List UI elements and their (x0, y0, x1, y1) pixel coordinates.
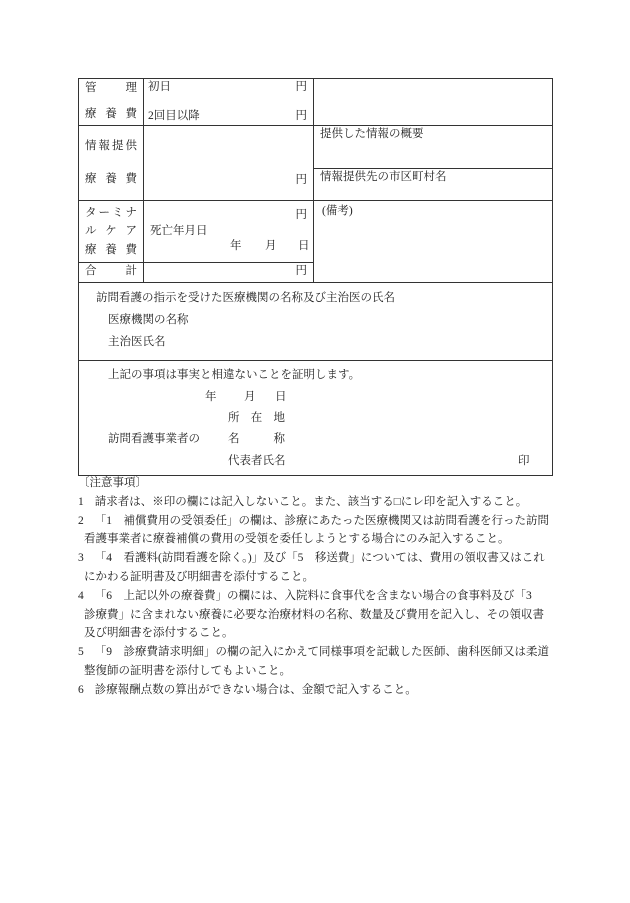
visiting-nursing-provider-label: 訪問看護事業者の (108, 433, 200, 445)
management-fee-label-line-2: 療 養 費 (85, 108, 137, 120)
management-fee-blank-cell (314, 79, 553, 126)
management-fee-label-line-1: 管 理 (85, 82, 137, 94)
physician-section-heading: 訪問看護の指示を受けた医療機関の名称及び主治医の氏名 (96, 292, 395, 304)
provider-name-label: 名 称 (228, 433, 285, 445)
total-amount-cell (144, 263, 314, 283)
notes-section (78, 474, 554, 700)
municipality-label: 情報提供先の市区町村名 (320, 171, 447, 183)
management-fee-amount-cell (144, 79, 314, 126)
note-item (78, 549, 554, 587)
total-label-cell (79, 263, 144, 283)
note-number: 3 (78, 552, 84, 565)
seal-mark: 印 (518, 455, 530, 467)
medical-institution-label: 医療機関の名称 (108, 314, 189, 326)
physician-section (79, 283, 553, 361)
note-number: 6 (78, 683, 84, 696)
info-summary-cell (314, 126, 553, 169)
note-item (78, 587, 554, 643)
note-number: 4 (78, 589, 84, 602)
death-date-day-label: 日 (298, 240, 310, 252)
note-number: 5 (78, 646, 84, 659)
municipality-cell (314, 169, 553, 201)
provider-address-label: 所 在 地 (228, 412, 285, 424)
certification-statement: 上記の事項は事実と相違ないことを証明します。 (108, 369, 361, 381)
note-item (78, 493, 554, 512)
attending-physician-label: 主治医氏名 (108, 336, 166, 348)
certification-month-label: 月 (244, 391, 256, 403)
representative-name-label: 代表者氏名 (228, 455, 286, 467)
terminal-care-fee-yen-unit: 円 (295, 209, 307, 221)
certification-day-label: 日 (275, 391, 287, 403)
note-number: 1 (78, 495, 84, 508)
first-day-yen-unit: 円 (295, 81, 307, 93)
info-provision-fee-label-line-1: 情 報 提 供 (85, 140, 137, 152)
subsequent-days-label: 2回目以降 (148, 110, 200, 122)
death-date-label: 死亡年月日 (150, 225, 208, 237)
death-date-month-label: 月 (265, 240, 277, 252)
total-yen-unit: 円 (295, 265, 307, 277)
note-item (78, 643, 554, 681)
remarks-cell (314, 201, 553, 283)
terminal-care-fee-amount-cell (144, 201, 314, 263)
first-day-label: 初日 (148, 81, 171, 93)
death-date-year-label: 年 (230, 240, 242, 252)
note-text: 診療報酬点数の算出ができない場合は、金額で記入すること。 (94, 683, 417, 696)
info-provision-fee-label-line-2: 療 養 費 (85, 173, 137, 185)
terminal-care-fee-label-cell (79, 201, 144, 263)
total-label: 合 計 (85, 265, 137, 277)
certification-section (79, 361, 553, 476)
certification-year-label: 年 (205, 391, 217, 403)
note-text: 「9 診療費請求明細」の欄の記入にかえて同様事項を記載した医師、歯科医師又は柔道整復師の証明書を添付してもよいこと。 (84, 646, 549, 677)
note-text: 請求者は、※印の欄には記入しないこと。また、該当する□にレ印を記入すること。 (94, 495, 528, 508)
terminal-care-fee-label-line-3: 療 養 費 (85, 244, 137, 256)
note-text: 「4 看護料(訪問看護を除く。)」及び「5 移送費」については、費用の領収書又はこれにかわる証明書及び明細書を添付すること。 (84, 552, 545, 583)
subsequent-days-yen-unit: 円 (295, 110, 307, 122)
info-summary-label: 提供した情報の概要 (320, 128, 424, 140)
terminal-care-fee-label-line-1: タ ー ミ ナ (85, 207, 137, 219)
info-provision-fee-label-cell (79, 126, 144, 201)
notes-heading: 〔注意事項〕 (78, 477, 147, 489)
note-item (78, 512, 554, 550)
info-provision-fee-amount-cell (144, 126, 314, 201)
management-fee-label-cell (79, 79, 144, 126)
note-number: 2 (78, 514, 84, 527)
remarks-label: (備考) (322, 205, 353, 217)
note-text: 「6 上記以外の療養費」の欄には、入院料に食事代を含まない場合の食事料及び「3 診療費」に含まれない療養に必要な治療材料の名称、数量及び費用を記入し、その領収書及び明細書を添付すること。 (84, 589, 544, 640)
info-provision-fee-yen-unit: 円 (295, 174, 307, 186)
note-item (78, 681, 554, 700)
fee-table (78, 78, 553, 476)
terminal-care-fee-label-line-2: ル ケ ア (85, 225, 137, 237)
note-text: 「1 補償費用の受領委任」の欄は、診療にあたった医療機関又は訪問看護を行った訪問看護事業者に療養補償の費用の受領を委任しようとする場合にのみ記入すること。 (84, 514, 549, 546)
